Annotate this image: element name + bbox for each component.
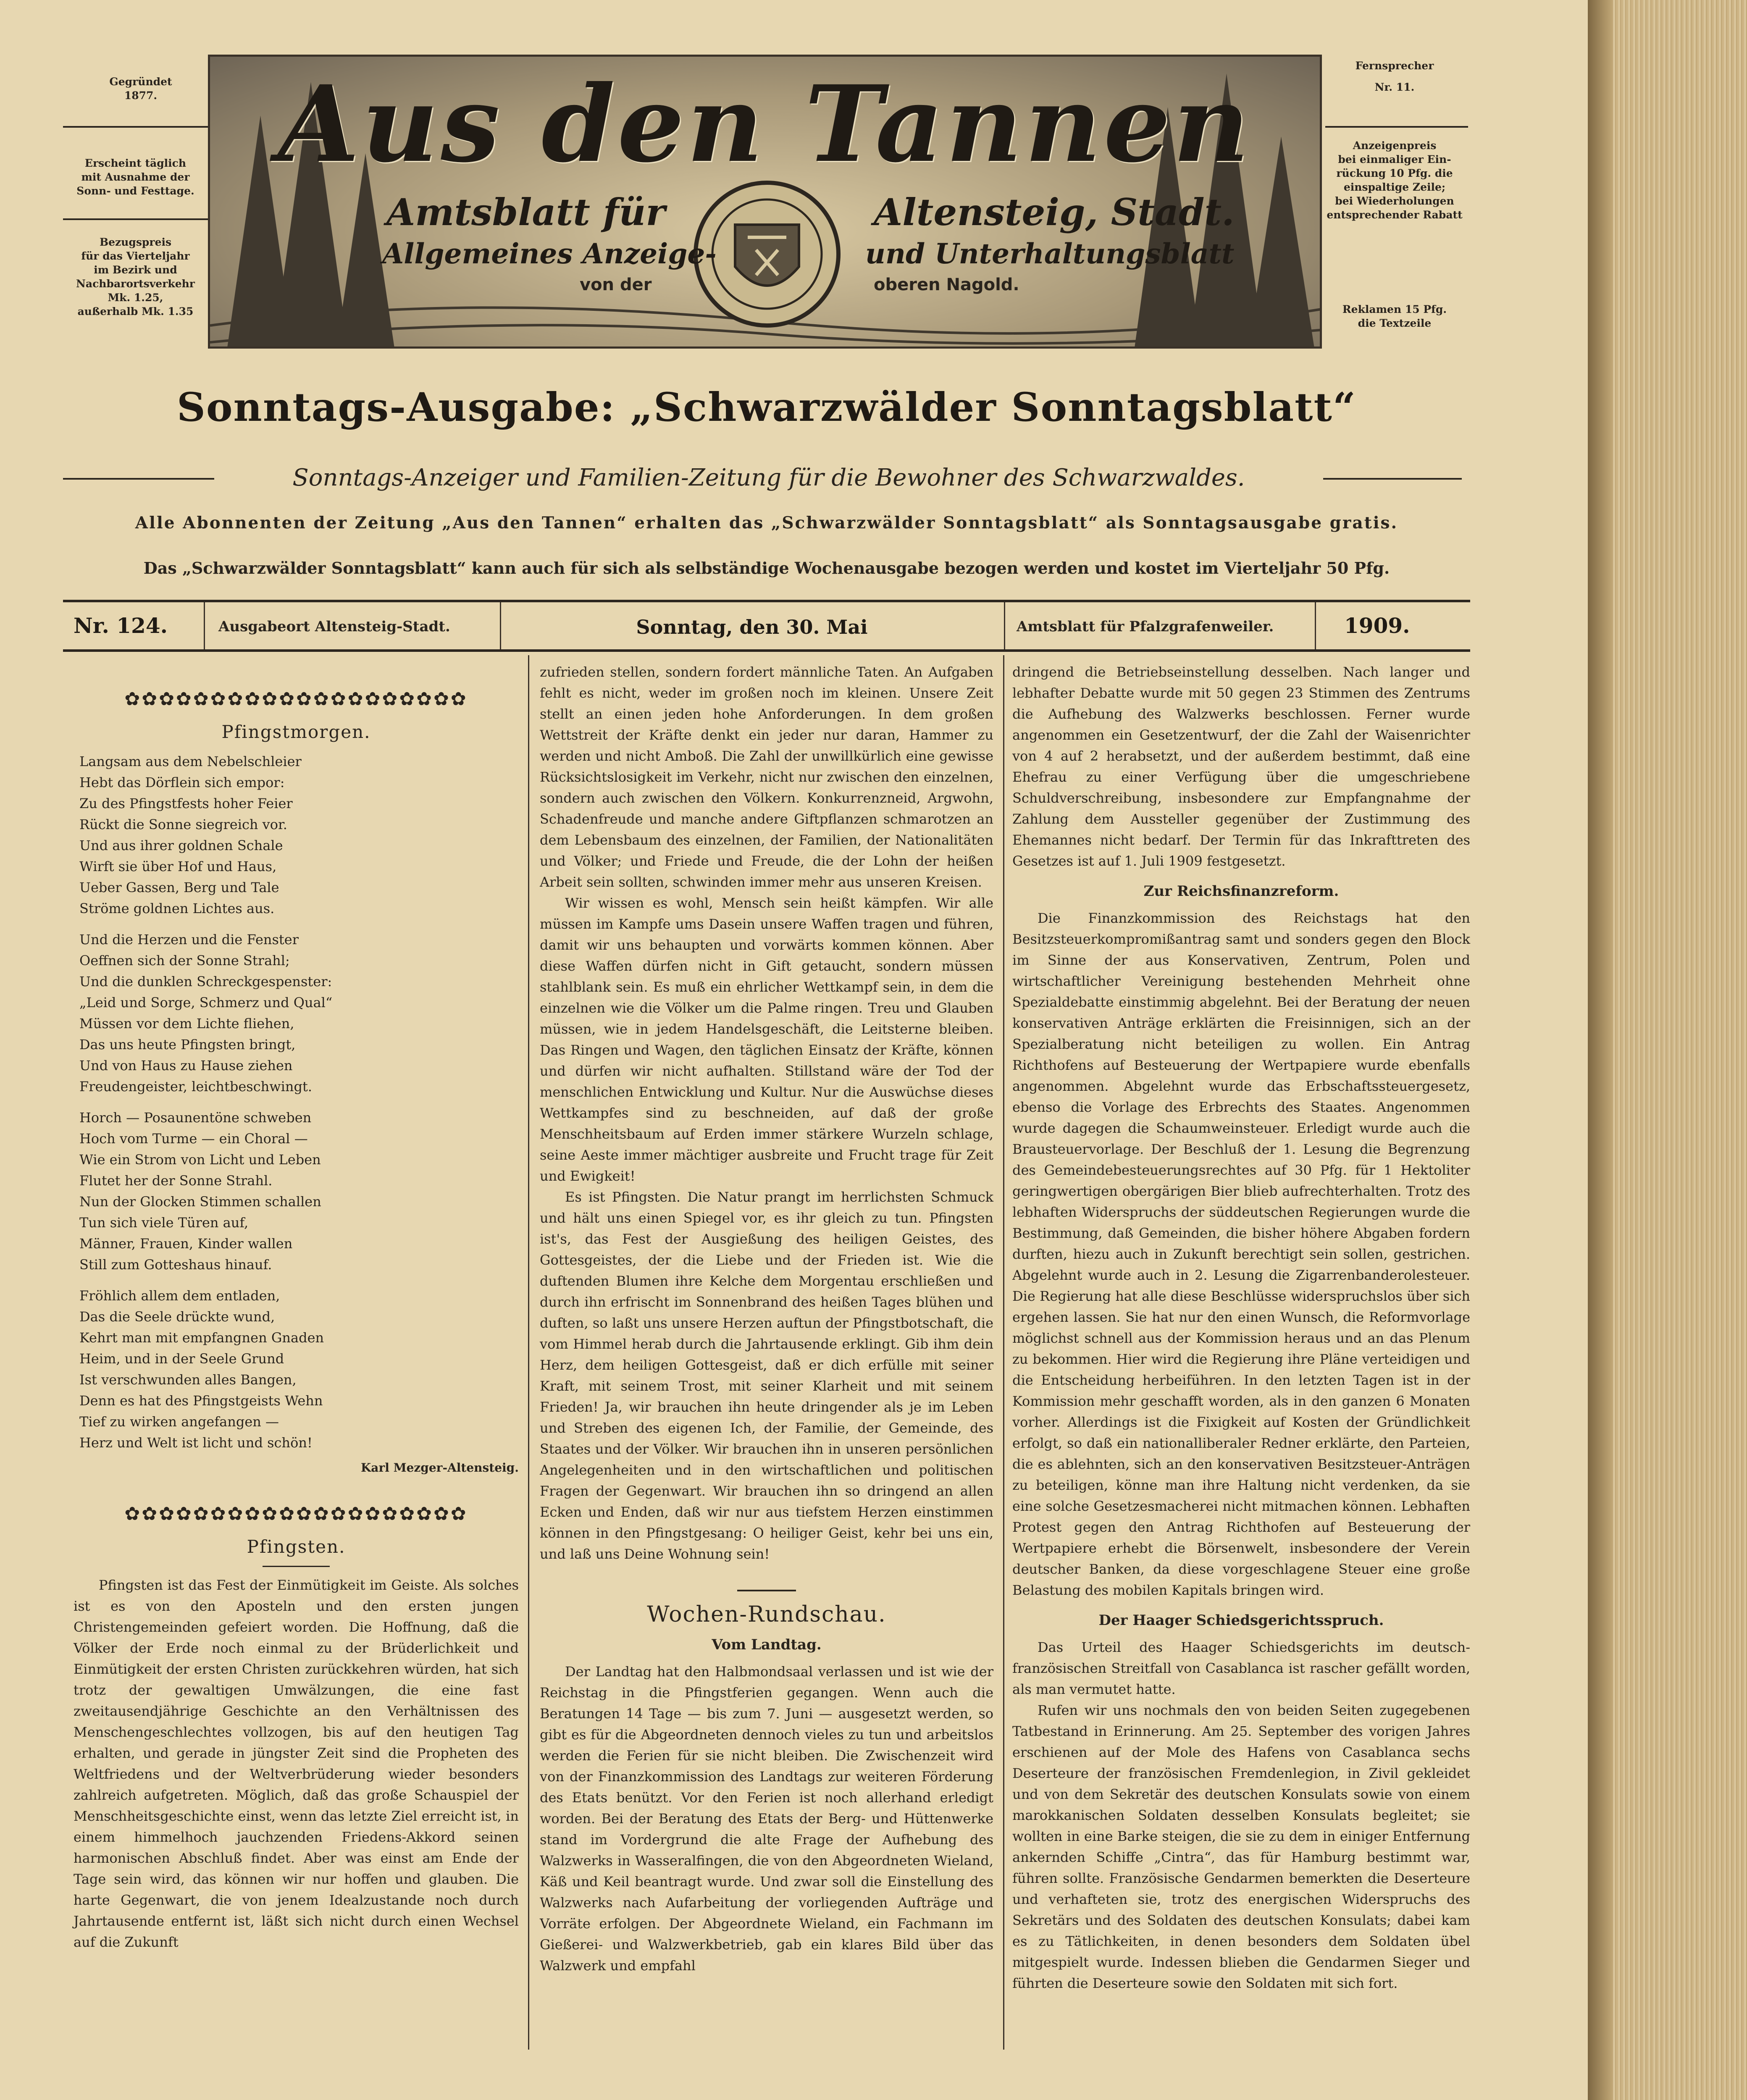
poem-line: Das uns heute Pfingsten bringt, <box>79 1037 296 1053</box>
phone-label: Fernsprecher <box>1355 60 1434 72</box>
poem-line: Still zum Gotteshaus hinauf. <box>79 1257 272 1273</box>
column-2-paragraph: Es ist Pfingsten. Die Natur prangt im herrlichsten Schmuck und hält uns einen Spiegel vor, es ihr gleich zu tun. Pfingsten ist's, das Fest der Ausgießung des heiligen Geistes, des Gottesgeistes, der die Liebe und der Frieden ist. Wie die duftenden Blumen ihre Kelche dem Morgentau erschließen und durch ihn erfrischt im Sonnenbrand des heißen Tages blühen und duften, so laßt uns unsere Herzen auftun der Pfingstbotschaft, die vom Himmel herab durch die Jahrtausende erklingt. Gib ihm dein Herz, dem heiligen Gottesgeist, daß er dich erfülle mit seiner Kraft, mit seinem Trost, mit seiner Klarheit und mit seinem Frieden! Ja, wir brauchen ihn heute dringender als je im Leben und Streben des eigenen Ich, der Familie, der Gemeinde, des Staates und der Völker. Wir brauchen ihn in unseren persönlichen Angelegenheiten und in den wirtschaftlichen und politischen Fragen der Gegenwart. Wir brauchen ihn so dringend an allen Ecken und Enden, daß wir nur aus tiefstem Herzen einstimmen können in den Pfingstgesang: O heiliger Geist, kehr bei uns ein, und laß uns Deine Wohnung sein! <box>540 1189 993 1562</box>
masthead-line2-right: und Unterhaltungsblatt <box>865 237 1235 270</box>
dateline-divider <box>1315 602 1316 649</box>
poem-line: Oeffnen sich der Sonne Strahl; <box>79 953 290 969</box>
issue-gazette: Amtsblatt für Pfalzgrafenweiler. <box>1017 618 1274 635</box>
poem-line: Und die Herzen und die Fenster <box>79 932 299 948</box>
adprice-box <box>1323 139 1466 222</box>
column-2-paragraph: zufrieden stellen, sondern fordert männliche Taten. An Aufgaben fehlt es nicht, weder im großen noch im kleinen. Unsere Zeit stellt an einen jeden hohe Anforderungen. In dem großen Wettstreit der Kräfte denkt ein jeder nur daran, Hammer zu werden und nicht Amboß. Die Zahl der unwillkürlich eine gewisse Rücksichtslosigkeit im Verkehr, nicht nur zwischen den einzelnen, sondern auch zwischen den Völkern. Konkurrenzneid, Argwohn, Schadenfreude und manche andere Giftpflanzen schmarotzen an dem Lebensbaum des einzelnen, der Familien, der Nationalitäten und Völker; und Friede und Freude, die der Lohn der heißen Arbeit sein sollten, schwinden immer mehr aus unseren Kreisen. <box>540 664 993 890</box>
phone-number: Nr. 11. <box>1374 81 1415 93</box>
poem-line: Ist verschwunden alles Bangen, <box>79 1372 297 1388</box>
poem-line: Männer, Frauen, Kinder wallen <box>79 1236 293 1252</box>
reklamen-box <box>1323 302 1466 330</box>
poem-line: Tun sich viele Türen auf, <box>79 1215 249 1231</box>
ornament-row: ✿✿✿✿✿✿✿✿✿✿✿✿✿✿✿✿✿✿✿✿ <box>124 689 468 710</box>
appears-box <box>63 156 208 198</box>
ornament-row: ✿✿✿✿✿✿✿✿✿✿✿✿✿✿✿✿✿✿✿✿ <box>124 1504 468 1525</box>
appears-line: Erscheint täglich <box>84 157 187 169</box>
poem-line: Und die dunklen Schreckgespenster: <box>79 974 332 990</box>
price-line: Nachbarortsverkehr <box>76 278 195 290</box>
adprice-line: entsprechender Rabatt <box>1327 209 1463 221</box>
column-rule <box>1003 655 1004 2050</box>
masthead-line2-left: Allgemeines Anzeige- <box>382 237 717 270</box>
issue-number: Nr. 124. <box>74 613 168 638</box>
left-box-rule-1 <box>63 126 208 128</box>
column-3-opening: dringend die Betriebseinstellung desselben. Nach langer und lebhafter Debatte wurde mit 50 gegen 23 Stimmen des Zentrums die Aufhebung des Walzwerks beschlossen. Ferner wurde angenommen ein Gesetzentwurf, der die Zahl der Waisenrichter von 4 auf 2 herabsetzt, und der außerdem bestimmt, daß eine Ehefrau zu einer Verfügung über die umgeschriebene Schuldverschreibung, insbesondere zur Empfangnahme der Zahlung dem Aussteller gegenüber der Zustimmung des Ehemannes nicht bedarf. Der Termin für das Inkrafttreten des Gesetzes ist auf 1. Juli 1909 festgesetzt. <box>1012 664 1470 869</box>
masthead-banner <box>208 55 1322 349</box>
reform-paragraph: Die Finanzkommission des Reichstags hat den Besitzsteuerkompromißantrag samt und sonders gegen den Block im Sinne der aus Konservativen, Zentrum, Polen und wirtschaftlicher Vereinigung bestehenden Mehrheit ohne Spezialdebatte einstimmig abgelehnt. Bei der Beratung der neuen konservativen Anträge erklärten die Freisinnigen, sich an der Spezialberatung nicht beteiligen zu wollen. Ein Antrag Richthofens auf Besteuerung der Wertpapiere wurde ebenfalls angenommen. Abgelehnt wurde das Erbschaftssteuergesetz, ebenso die Vorlage des Erbrechts des Staates. Angenommen wurde dagegen die Schaumweinsteuer. Erledigt wurde auch die Brausteuervorlage. Der Beschluß der 1. Lesung die Begrenzung des Gemeindebesteuerungsrechtes auf 30 Pfg. für 1 Hektoliter geringwertigen obergärigen Bier blieb aufrechterhalten. Trotz des lebhaften Widerspruchs der süddeutschen Regierungen wurde die Bestimmung, daß Gemeinden, die bisher höhere Abgaben fordern durften, hiezu auch in Zukunft berechtigt sein sollen, gestrichen. Abgelehnt wurde auch in 2. Lesung die Zigarrenbanderolesteuer. Die Regierung hat alle diese Beschlüsse widerspruchslos über sich ergehen lassen. Sie hat nur den einen Wunsch, die Reformvorlage möglichst schnell aus der Kommission heraus und an das Plenum zu bekommen. Hier wird die Regierung ihre Pläne verteidigen und die Entscheidung herbeiführen. In den letzten Tagen ist in der Kommission mehr geschafft worden, als in den ganzen 6 Monaten vorher. Allerdings ist die Fixigkeit auf Kosten der Gründlichkeit erfolgt, so daß ein nationalliberaler Redner erklärte, den Parteien, die es ablehnten, sich an den konservativen Besitzsteuer-Anträgen zu beteiligen, könne man ihre Haltung nicht verdenken, da sie eine solche Gesetzesmacherei nicht mitmachen können. Lebhaften Protest gegen den Antrag Richthofen auf Besteuerung der Wertpapiere erhebt die Börsenwelt, insbesondere der Verein deutscher Banken, da diese vorgeschlagene Steuer eine große Belastung des mobilen Kapitals bringen wird. <box>1012 910 1470 1598</box>
sunday-headline: Sonntags-Ausgabe: „Schwarzwälder Sonntagsblatt“ <box>176 384 1357 430</box>
poem-line: Wie ein Strom von Licht und Leben <box>79 1152 321 1168</box>
price-line: im Bezirk und <box>94 264 177 276</box>
poem-line: Hebt das Dörflein sich empor: <box>79 774 285 790</box>
sunday-subheadline: Sonntags-Anzeiger und Familien-Zeitung für die Bewohner des Schwarzwaldes. <box>292 464 1245 491</box>
masthead-line1-right: Altensteig, Stadt. <box>874 190 1235 234</box>
column-2-paragraph: Wir wissen es wohl, Mensch sein heißt kämpfen. Wir alle müssen im Kampfe ums Dasein unsere Waffen tragen und führen, damit wir uns behaupten und vorwärts kommen können. Aber diese Waffen dürfen nicht in Gift getaucht, sondern müssen stahlblank sein. Es muß ein ehrlicher Wettkampf sein, in dem die einzelnen wie die Völker um die Palme ringen. Treu und Glauben müssen, wie in jedem Handelsgeschäft, die Leitsterne bleiben. Das Ringen und Wagen, den täglichen Einsatz der Kräfte, können und dürfen wir nicht aufhalten. Stillstand wäre der Tod der menschlichen Entwicklung und Kultur. Nur die Auswüchse dieses Wettkampfes sind zu beschneiden, auf daß der große Menschheitsbaum auf Erden immer stärkere Wurzeln schlage, seine Aeste immer mächtiger ausbreite und Frucht trage für Zeit und Ewigkeit! <box>540 895 993 1184</box>
poem-line: Fröhlich allem dem entladen, <box>79 1288 280 1304</box>
subheadline-rule-right <box>1323 478 1462 480</box>
dateline-bottom-rule <box>63 649 1470 652</box>
book-binding-edge <box>1588 0 1747 2100</box>
price-box <box>63 235 208 318</box>
poem-line: Langsam aus dem Nebelschleier <box>79 753 302 769</box>
price-line: Bezugspreis <box>99 236 172 248</box>
haag-title: Der Haager Schiedsgerichtsspruch. <box>1098 1612 1384 1629</box>
poem-line: Wirft sie über Hof und Haus, <box>79 858 277 874</box>
reform-title: Zur Reichsfinanzreform. <box>1143 883 1339 900</box>
issue-date: Sonntag, den 30. Mai <box>636 616 868 638</box>
poem-line: Heim, und in der Seele Grund <box>79 1351 284 1367</box>
adprice-line: bei einmaliger Ein- <box>1338 153 1451 165</box>
dateline-divider <box>1004 602 1005 649</box>
appears-line: Sonn- und Festtage. <box>76 185 194 197</box>
essay-title-rule <box>263 1566 330 1567</box>
poem-line: Müssen vor dem Lichte fliehen, <box>79 1016 294 1032</box>
stanza-gap <box>74 1097 519 1107</box>
poem-line: Und aus ihrer goldnen Schale <box>79 837 283 853</box>
poem-line: Flutet her der Sonne Strahl. <box>79 1173 273 1189</box>
sunday-notice-2: Das „Schwarzwälder Sonntagsblatt“ kann auch für sich als selbständige Wochenausgabe bezogen werden und kostet im Vierteljahr 50 Pfg. <box>143 559 1390 578</box>
poem-line: Rückt die Sonne siegreich vor. <box>79 816 287 832</box>
poem-line: Denn es hat des Pfingstgeists Wehn <box>79 1393 323 1409</box>
poem-line: Das die Seele drückte wund, <box>79 1309 275 1325</box>
poem-line: Horch — Posaunentöne schweben <box>79 1110 312 1126</box>
poem-line: Freudengeister, leichtbeschwingt. <box>79 1079 312 1095</box>
right-box-rule-1 <box>1325 126 1468 128</box>
poem-title: Pfingstmorgen. <box>221 722 371 742</box>
essay-paragraph: Pfingsten ist das Fest der Einmütigkeit im Geiste. Als solches ist es von den Aposteln und den ersten jungen Christengemeinden gefeiert worden. Die Hoffnung, daß die Völker der Erde noch einmal zu der Brüderlichkeit und Einmütigkeit der ersten Christen zurückkehren würden, hat sich trotz der gewaltigen Umwälzungen, die eine fast zweitausendjährige Geschichte an den Verhältnissen des Menschengeschlechtes vollzogen, bis auf den heutigen Tag erhalten, und gerade in jüngster Zeit sind die Propheten des Weltfriedens und der Weltverbrüderung wieder besonders zahlreich aufgetreten. Möglich, daß das große Schauspiel der Menschheitsgeschichte einst, wenn das letzte Ziel erreicht ist, in einem himmelhoch jauchzenden Friedens-Akkord seinen harmonischen Abschluß findet. Aber was einst am Ende der Tage sein wird, das können wir nur hoffen und glauben. Die harte Gegenwart, die von jenem Idealzustande noch durch Jahrtausende entfernt ist, läßt sich nicht durch einen Wechsel auf die Zukunft <box>74 1577 519 1950</box>
poem-line: Hoch vom Turme — ein Choral — <box>79 1131 308 1147</box>
price-line: für das Vierteljahr <box>81 250 190 262</box>
section-title: Wochen-Rundschau. <box>647 1602 886 1627</box>
price-line: außerhalb Mk. 1.35 <box>77 305 194 318</box>
landtag-paragraph: Der Landtag hat den Halbmondsaal verlassen und ist wie der Reichstag in die Pfingstferien gegangen. Wenn auch die Beratungen 14 Tage — bis zum 7. Juni — ausgesetzt werden, so gibt es für die Abgeordneten dennoch vieles zu tun und arbeitslos werden die Ferien für sie nicht bleiben. Die Zwischenzeit wird von der Finanzkommission des Landtags zur weiteren Förderung des Etats benützt. Vor den Ferien ist noch allerhand erledigt worden. Bei der Beratung des Etats der Berg- und Hüttenwerke stand im Vordergrund die alte Frage der Aufhebung des Walzwerks in Wasseralfingen, die von den Abgeordneten Wieland, Käß und Keil beantragt wurde. Und zwar soll die Einstellung des Walzwerks nach Aufarbeitung der vorliegenden Aufträge und Vorräte erfolgen. Der Abgeordnete Wieland, ein Fachmann im Gießerei- und Walzwerkbetrieb, gab ein klares Bild über das Walzwerk und empfahl <box>540 1664 993 1974</box>
column-rule <box>528 655 529 2050</box>
poem-line: Ströme goldnen Lichtes aus. <box>79 900 275 916</box>
price-line: Mk. 1.25, <box>108 291 163 304</box>
dateline-divider <box>204 602 205 649</box>
sunday-notice-1: Alle Abonnenten der Zeitung „Aus den Tannen“ erhalten das „Schwarzwälder Sonntagsblatt“ als Sonntagsausgabe gratis. <box>135 513 1398 533</box>
stanza-gap <box>74 1275 519 1285</box>
dateline-top-rule <box>63 600 1470 602</box>
masthead-line3-right: oberen Nagold. <box>874 275 1019 294</box>
poem-author: Karl Mezger-Altensteig. <box>360 1461 519 1475</box>
poem-line: Tief zu wirken angefangen — <box>79 1414 279 1430</box>
stanza-gap <box>74 919 519 929</box>
subheadline-rule-left <box>63 478 214 480</box>
adprice-line: einspaltige Zeile; <box>1343 181 1446 193</box>
poem-line: Nun der Glocken Stimmen schallen <box>79 1194 321 1210</box>
section-rule <box>737 1590 796 1591</box>
poem-line: Ueber Gassen, Berg und Tale <box>79 879 279 895</box>
founded-box <box>74 75 208 102</box>
founded-label: Gegründet <box>109 76 172 88</box>
poem-line: Und von Haus zu Hause ziehen <box>79 1058 293 1074</box>
issue-year: 1909. <box>1344 613 1410 638</box>
reklamen-line: die Textzeile <box>1358 317 1432 329</box>
masthead-line3-left: von der <box>580 275 652 294</box>
haag-paragraph: Rufen wir uns nochmals den von beiden Seiten zugegebenen Tatbestand in Erinnerung. Am 25. September des vorigen Jahres erschienen auf der Mole des Hafens von Casablanca sechs Deserteure der französischen Fremdenlegion, in Zivil gekleidet und von dem Sekretär des deutschen Konsulats sowie von einem marokkanischen Soldaten desselben Konsulats begleitet; sie wollten in eine Barke steigen, die sie zu dem in einiger Entfernung ankernden Schiffe „Cintra“, das für Hamburg bestimmt war, führen sollte. Französische Gendarmen bemerkten die Deserteure und verhafteten sie, trotz des energischen Widerspruchs des Sekretärs und des Soldaten des deutschen Konsulats; dabei kam es zu Tätlichkeiten, in denen besonders dem Soldaten übel mitgespielt wurde. Indessen blieben die Gendarmen Sieger und führten die Deserteure sowie den Soldaten mit sich fort. <box>1012 1702 1470 1991</box>
column-3 <box>1012 662 1470 1994</box>
appears-line: mit Ausnahme der <box>81 171 190 183</box>
adprice-line: Anzeigenpreis <box>1353 139 1437 152</box>
phone-box <box>1323 59 1466 94</box>
left-box-rule-2 <box>63 218 208 220</box>
adprice-line: bei Wiederholungen <box>1335 195 1454 207</box>
masthead-title: Aus den Tannen <box>278 62 1252 186</box>
essay-title: Pfingsten. <box>247 1536 346 1557</box>
adprice-line: rückung 10 Pfg. die <box>1336 167 1453 179</box>
haag-paragraph: Das Urteil des Haager Schiedsgerichts im deutsch-französischen Streitfall von Casablanca ist rascher gefällt worden, als man vermutet hatte. <box>1012 1639 1470 1697</box>
column-1 <box>74 689 519 1953</box>
poem <box>74 751 519 1453</box>
poem-line: Kehrt man mit empfangnen Gnaden <box>79 1330 324 1346</box>
issue-place: Ausgabeort Altensteig-Stadt. <box>218 618 450 635</box>
landtag-title: Vom Landtag. <box>712 1636 822 1653</box>
founded-year: 1877. <box>124 89 158 102</box>
poem-line: Zu des Pfingstfests hoher Feier <box>79 795 293 811</box>
reklamen-line: Reklamen 15 Pfg. <box>1342 303 1447 315</box>
poem-line: „Leid und Sorge, Schmerz und Qual“ <box>79 995 333 1011</box>
masthead-line1-left: Amtsblatt für <box>386 190 665 234</box>
column-2 <box>540 662 993 1976</box>
poem-line: Herz und Welt ist licht und schön! <box>79 1435 313 1451</box>
